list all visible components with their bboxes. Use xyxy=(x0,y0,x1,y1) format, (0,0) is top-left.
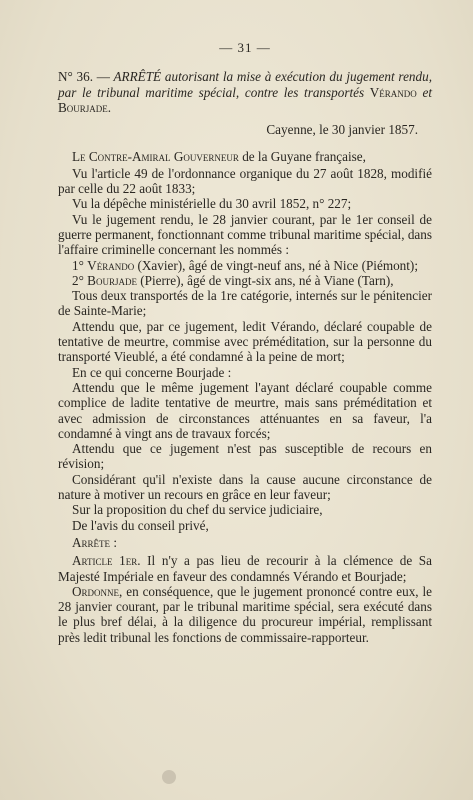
act-et: et xyxy=(422,84,432,100)
paragraph-7: Attendu que, par ce jugement, ledit Vérando, déclaré coupable de tentative de meurtre, commise avec préméditation, sur la personne du transporté Vieublé, a été condamné à la peine de mort; xyxy=(58,318,432,365)
article-1 xyxy=(58,553,432,584)
article-1-label: Article 1er. xyxy=(72,553,141,569)
paragraph-13: De l'avis du conseil privé, xyxy=(72,517,209,533)
paragraph-12: Sur la proposition du chef du service judiciaire, xyxy=(72,502,323,518)
paragraph-2: Vu la dépêche ministérielle du 30 avril 1852, n° 227; xyxy=(72,196,352,212)
p5-pre: 2° xyxy=(72,272,84,288)
act-name-2: Bourjade. xyxy=(58,99,112,115)
p4-rest: (Xavier), âgé de vingt-neuf ans, né à Nice (Piémont); xyxy=(137,257,418,273)
p4-pre: 1° xyxy=(72,257,84,273)
heading-sc: Le Contre-Amiral Gouverneur xyxy=(72,149,239,165)
paragraph-3: Vu le jugement rendu, le 28 janvier courant, par le 1er conseil de guerre permanent, fonctionnant comme tribunal maritime spécial, dans l'affaire criminelle concernant les nommés : xyxy=(58,211,432,258)
ordonne-label: Ordonne, xyxy=(72,583,123,599)
ordonne-text: en conséquence, que le jugement prononcé contre eux, le 28 janvier courant, par le tribunal maritime spécial, sera exécuté dans le plus bref délai, à la diligence du procureur impérial, remplissant près ledit tribunal les fonctions de commissaire-rapporteur. xyxy=(58,583,433,645)
paragraph-10: Attendu que ce jugement n'est pas susceptible de recours en révision; xyxy=(58,441,432,472)
act-title xyxy=(58,69,432,115)
page-number: — 31 — xyxy=(219,40,271,55)
dateline: Cayenne, le 30 janvier 1857. xyxy=(266,122,418,138)
article-1-text: Il n'y a pas lieu de recourir à la clémence de Sa Majesté Impériale en faveur des condamnés Vérando et Bourjade; xyxy=(58,553,432,584)
paragraph-5 xyxy=(58,273,432,288)
ordonne xyxy=(58,584,432,645)
paragraph-8: En ce qui concerne Bourjade : xyxy=(72,364,232,380)
act-name-1: Vérando xyxy=(369,84,417,100)
paragraph-6: Tous deux transportés de la 1re catégorie, internés sur le pénitencier de Sainte-Marie; xyxy=(58,288,432,319)
p4-name: Vérando xyxy=(87,257,135,273)
paragraph-9: Attendu que le même jugement l'ayant déclaré coupable comme complice de ladite tentative de meurtre, mais sans préméditation et avec admission de circonstances atténuantes en sa faveur, l'a condamné à vingt ans de travaux forcés; xyxy=(58,379,432,441)
paragraph-1: Vu l'article 49 de l'ordonnance organique du 27 août 1828, modifié par celle du 22 août 1833; xyxy=(58,165,432,197)
text-block xyxy=(58,40,432,645)
act-word: ARRÊTÉ xyxy=(113,69,162,85)
p5-name: Bourjade xyxy=(87,272,137,288)
act-dash: — xyxy=(96,69,110,85)
ink-spot xyxy=(162,770,176,784)
heading-rest: de la Guyane française, xyxy=(242,149,366,165)
paragraph-4 xyxy=(58,258,432,273)
arrete-heading: Arrête : xyxy=(72,534,117,550)
act-title-rest: autorisant la mise à exécution du jugement rendu, par le tribunal maritime spécial, contre les transportés xyxy=(58,69,432,100)
paragraph-11: Considérant qu'il n'existe dans la cause aucune circonstance de nature à motiver un recours en grâce en leur faveur; xyxy=(58,471,432,503)
heading xyxy=(58,149,432,164)
p5-rest: (Pierre), âgé de vingt-six ans, né à Viane (Tarn), xyxy=(140,272,394,288)
act-number: N° 36. xyxy=(58,69,94,85)
